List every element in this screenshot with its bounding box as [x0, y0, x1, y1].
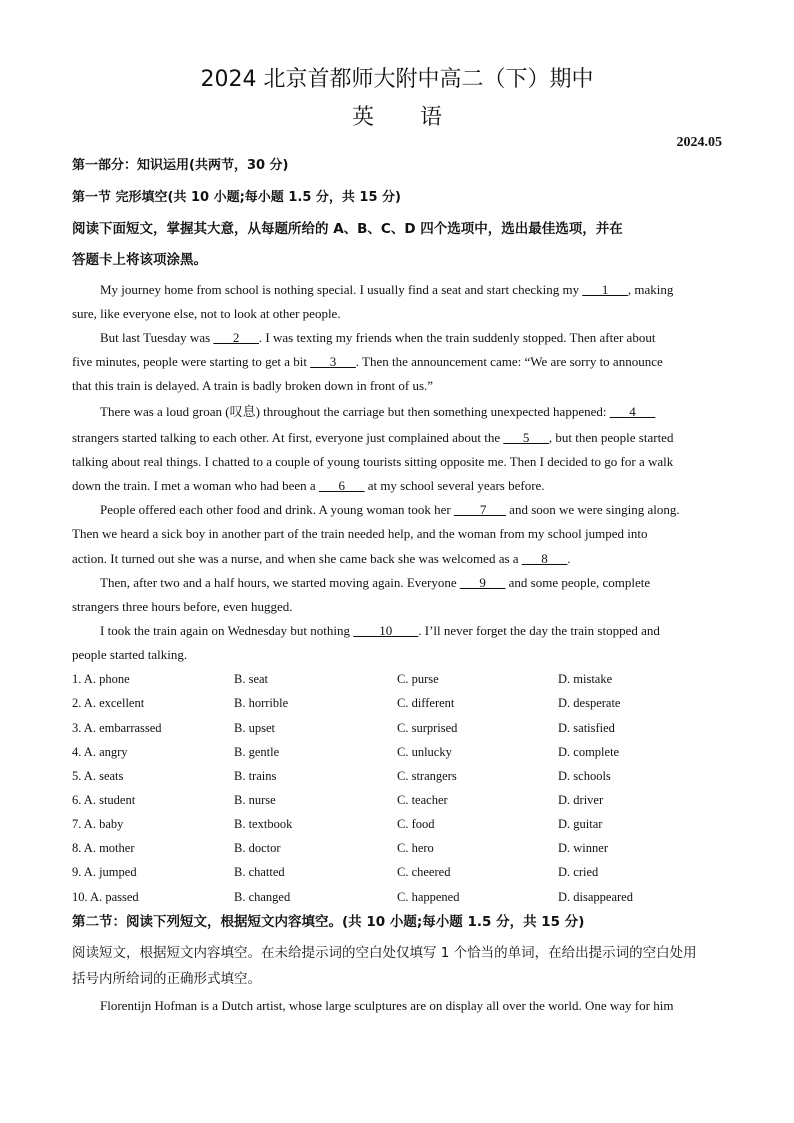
option-c[interactable]: C. hero: [397, 841, 434, 855]
blank-6[interactable]: ___6___: [318, 478, 365, 493]
text: five minutes, people were starting to get a bit: [72, 354, 311, 369]
text: strangers started talking to each other. At first, everyone just complained about the: [72, 430, 504, 445]
text: .: [567, 551, 571, 566]
option-b[interactable]: B. doctor: [234, 841, 281, 855]
option-b[interactable]: B. upset: [234, 721, 275, 735]
section1-instruction-2: 答题卡上将该项涂黑。: [72, 252, 207, 268]
option-a[interactable]: 8. A. mother: [72, 841, 135, 855]
text: . I’ll never forget the day the train stopped and: [418, 623, 660, 638]
text: Then, after two and a half hours, we started moving again. Everyone: [100, 575, 460, 590]
text: But last Tuesday was: [100, 330, 214, 345]
option-b[interactable]: B. horrible: [234, 696, 289, 710]
option-b[interactable]: B. trains: [234, 769, 277, 783]
passage-line: [72, 478, 722, 494]
option-d[interactable]: D. schools: [558, 769, 611, 783]
text: , but then people started: [548, 430, 674, 445]
option-c[interactable]: C. cheered: [397, 865, 451, 879]
section2-instruction-2: 括号内所给词的正确形式填空。: [72, 971, 261, 987]
option-c[interactable]: C. food: [397, 817, 435, 831]
exam-date: 2024.05: [676, 135, 722, 150]
blank-5[interactable]: ___5___: [503, 430, 549, 445]
option-d[interactable]: D. mistake: [558, 672, 613, 686]
passage-line: [72, 623, 722, 639]
option-a[interactable]: 9. A. jumped: [72, 865, 137, 879]
passage-line: Then we heard a sick boy in another part of the train needed help, and the woman from my school jumped into: [72, 526, 648, 541]
exam-title: 2024 北京首都师大附中高二（下）期中: [200, 67, 594, 92]
passage-line: that this train is delayed. A train is badly broken down in front of us.”: [72, 378, 434, 393]
option-b[interactable]: B. gentle: [234, 745, 280, 759]
option-a[interactable]: 1. A. phone: [72, 672, 130, 686]
option-b[interactable]: B. nurse: [234, 793, 276, 807]
passage-line: people started talking.: [72, 647, 188, 662]
blank-10[interactable]: ____10____: [353, 623, 419, 638]
option-d[interactable]: D. satisfied: [558, 721, 615, 735]
text: and soon we were singing along.: [505, 502, 680, 517]
text: . I was texting my friends when the train suddenly stopped. Then after about: [258, 330, 656, 345]
option-d[interactable]: D. winner: [558, 841, 608, 855]
blank-3[interactable]: ___3___: [310, 354, 356, 369]
blank-4[interactable]: ___4___: [609, 404, 656, 419]
option-a[interactable]: 4. A. angry: [72, 745, 128, 759]
part1-heading: 第一部分：知识运用(共两节，30 分): [72, 158, 289, 173]
option-d[interactable]: D. driver: [558, 793, 604, 807]
option-a[interactable]: 7. A. baby: [72, 817, 124, 831]
option-d[interactable]: D. complete: [558, 745, 620, 759]
option-c[interactable]: C. purse: [397, 672, 439, 686]
option-c[interactable]: C. happened: [397, 890, 460, 904]
passage-line: [72, 330, 722, 346]
text: My journey home from school is nothing special. I usually find a seat and start checking my: [100, 282, 583, 297]
text: People offered each other food and drink. A young woman took her: [100, 502, 454, 517]
option-c[interactable]: C. teacher: [397, 793, 448, 807]
text: , making: [627, 282, 674, 297]
passage-line: [72, 430, 722, 446]
section1-instruction-1: 阅读下面短文，掌握其大意，从每题所给的 A、B、C、D 四个选项中，选出最佳选项，并在: [72, 221, 623, 237]
option-d[interactable]: D. disappeared: [558, 890, 633, 904]
option-b[interactable]: B. changed: [234, 890, 291, 904]
option-b[interactable]: B. textbook: [234, 817, 293, 831]
passage-line: [72, 502, 722, 518]
text: action. It turned out she was a nurse, and when she came back she was welcomed as a: [72, 551, 522, 566]
option-a[interactable]: 5. A. seats: [72, 769, 124, 783]
section2-instruction-1: 阅读短文，根据短文内容填空。在未给提示词的空白处仅填写 1 个恰当的单词，在给出提示词的空白处用: [72, 945, 697, 961]
option-b[interactable]: B. seat: [234, 672, 269, 686]
option-d[interactable]: D. desperate: [558, 696, 621, 710]
text: . Then the announcement came: “We are sorry to announce: [355, 354, 663, 369]
passage-line: strangers three hours before, even hugged.: [72, 599, 293, 614]
text: at my school several years before.: [364, 478, 545, 493]
passage-line: [72, 404, 722, 420]
passage-line: sure, like everyone else, not to look at other people.: [72, 306, 341, 321]
text: and some people, complete: [505, 575, 651, 590]
blank-7[interactable]: ____7___: [453, 502, 506, 517]
subject-char-2: 语: [420, 105, 443, 130]
text: I took the train again on Wednesday but nothing: [100, 623, 354, 638]
option-a[interactable]: 3. A. embarrassed: [72, 721, 162, 735]
option-a[interactable]: 6. A. student: [72, 793, 136, 807]
subject-char-1: 英: [351, 105, 374, 130]
option-c[interactable]: C. surprised: [397, 721, 458, 735]
passage-line: talking about real things. I chatted to a couple of young tourists sitting opposite me. Then I decided to go for a walk: [72, 454, 674, 469]
option-d[interactable]: D. cried: [558, 865, 599, 879]
passage-line: [72, 575, 722, 591]
option-c[interactable]: C. different: [397, 696, 455, 710]
option-c[interactable]: C. unlucky: [397, 745, 452, 759]
option-c[interactable]: C. strangers: [397, 769, 457, 783]
blank-9[interactable]: ___9___: [459, 575, 506, 590]
blank-2[interactable]: ___2___: [213, 330, 259, 345]
blank-1[interactable]: ___1___: [582, 282, 628, 297]
option-b[interactable]: B. chatted: [234, 865, 285, 879]
option-a[interactable]: 10. A. passed: [72, 890, 139, 904]
section2-heading: 第二节：阅读下列短文，根据短文内容填空。(共 10 小题;每小题 1.5 分，共 15 分): [72, 914, 585, 930]
blank-8[interactable]: ___8___: [521, 551, 568, 566]
passage-line: [72, 551, 722, 567]
section2-passage-line: Florentijn Hofman is a Dutch artist, whose large sculptures are on display all over the world. One way for him: [100, 998, 674, 1013]
text: There was a loud groan (叹息) throughout the carriage but then something unexpected happened:: [100, 404, 610, 419]
option-a[interactable]: 2. A. excellent: [72, 696, 145, 710]
passage-line: [72, 354, 722, 370]
section1-heading: 第一节 完形填空(共 10 小题;每小题 1.5 分，共 15 分): [72, 190, 401, 205]
subject-title: [0, 100, 794, 131]
passage-line: [72, 282, 722, 298]
text: down the train. I met a woman who had been a: [72, 478, 319, 493]
option-d[interactable]: D. guitar: [558, 817, 603, 831]
